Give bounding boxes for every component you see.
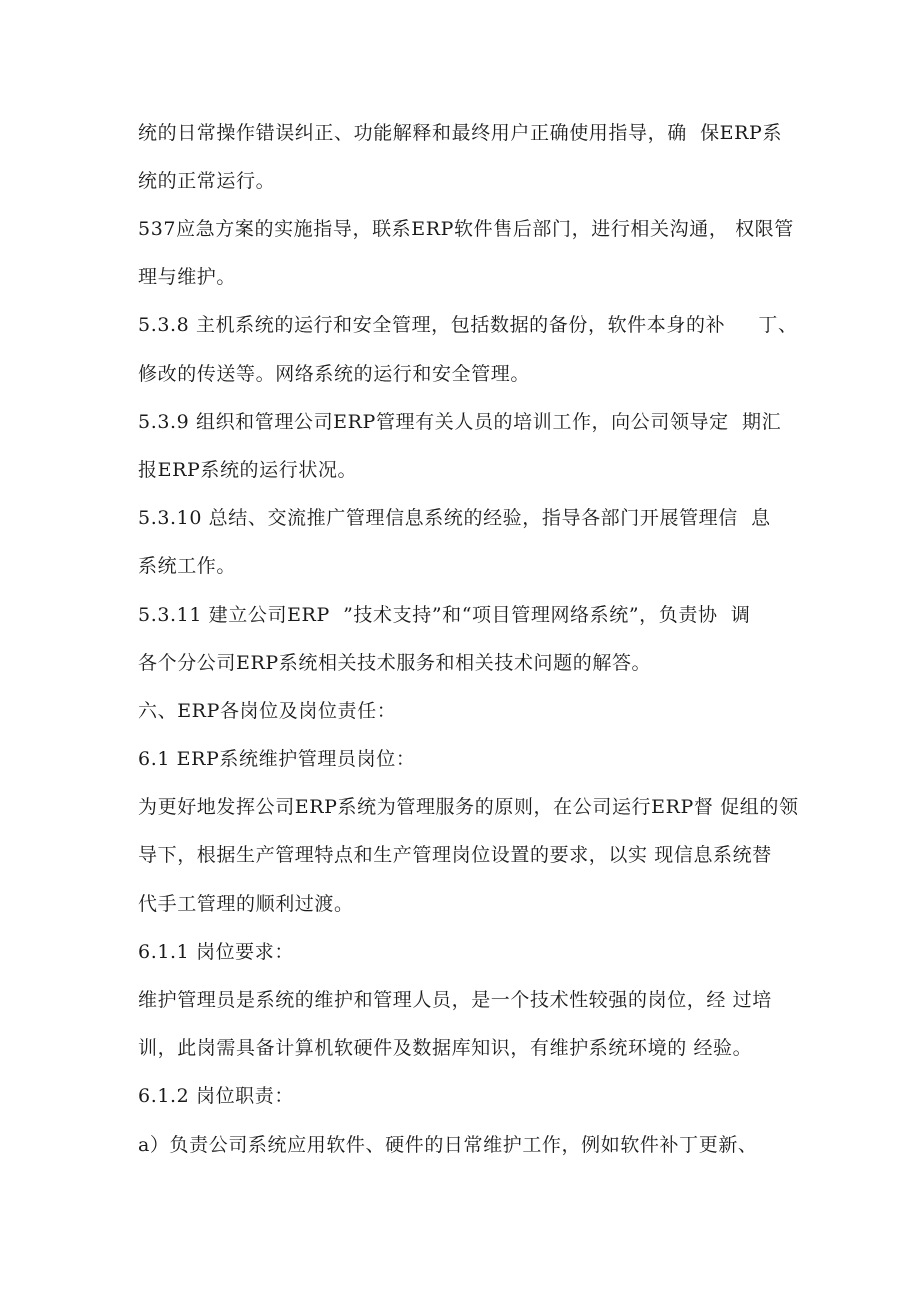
- section-heading: 六、ERP各岗位及岗位责任：: [138, 700, 397, 722]
- text-line: a）负责公司系统应用软件、硬件的日常维护工作，例如软件补丁更新、: [138, 1134, 758, 1156]
- text-line: 为更好地发挥公司ERP系统为管理服务的原则，在公司运行ERP督 促组的领: [138, 796, 799, 818]
- text-line: 统的日常操作错误纠正、功能解释和最终用户正确使用指导，确 保ERP系: [138, 122, 783, 144]
- text-line: 修改的传送等。网络系统的运行和安全管理。: [138, 363, 531, 385]
- text-line: 5.3.11 建立公司ERP ”技术支持”和“项目管理网络系统”，负责协 调: [138, 604, 751, 626]
- text-line: 维护管理员是系统的维护和管理人员，是一个技术性较强的岗位，经 过培: [138, 989, 772, 1011]
- text-line: 导下，根据生产管理特点和生产管理岗位设置的要求，以实 现信息系统替: [138, 844, 772, 866]
- text-line: 各个分公司ERP系统相关技术服务和相关技术问题的解答。: [138, 652, 652, 674]
- text-line: 系统工作。: [138, 555, 237, 577]
- subsection-heading: 6.1.1 岗位要求：: [138, 941, 294, 963]
- text-line: 统的正常运行。: [138, 170, 276, 192]
- text-line: 537应急方案的实施指导，联系ERP软件售后部门，进行相关沟通， 权限管: [138, 218, 794, 240]
- text-line: 5.3.9 组织和管理公司ERP管理有关人员的培训工作，向公司领导定 期汇: [138, 411, 782, 433]
- text-line: 训，此岗需具备计算机软硬件及数据库知识，有维护系统环境的 经验。: [138, 1037, 753, 1059]
- subsection-heading: 6.1.2 岗位职责：: [138, 1085, 294, 1107]
- text-line: 报ERP系统的运行状况。: [138, 459, 358, 481]
- subsection-heading: 6.1 ERP系统维护管理员岗位：: [138, 748, 416, 770]
- text-line: 理与维护。: [138, 266, 237, 288]
- text-line: 5.3.8 主机系统的运行和安全管理，包括数据的备份，软件本身的补 丁、: [138, 314, 798, 336]
- text-line: 代手工管理的顺利过渡。: [138, 893, 354, 915]
- text-line: 5.3.10 总结、交流推广管理信息系统的经验，指导各部门开展管理信 息: [138, 507, 771, 529]
